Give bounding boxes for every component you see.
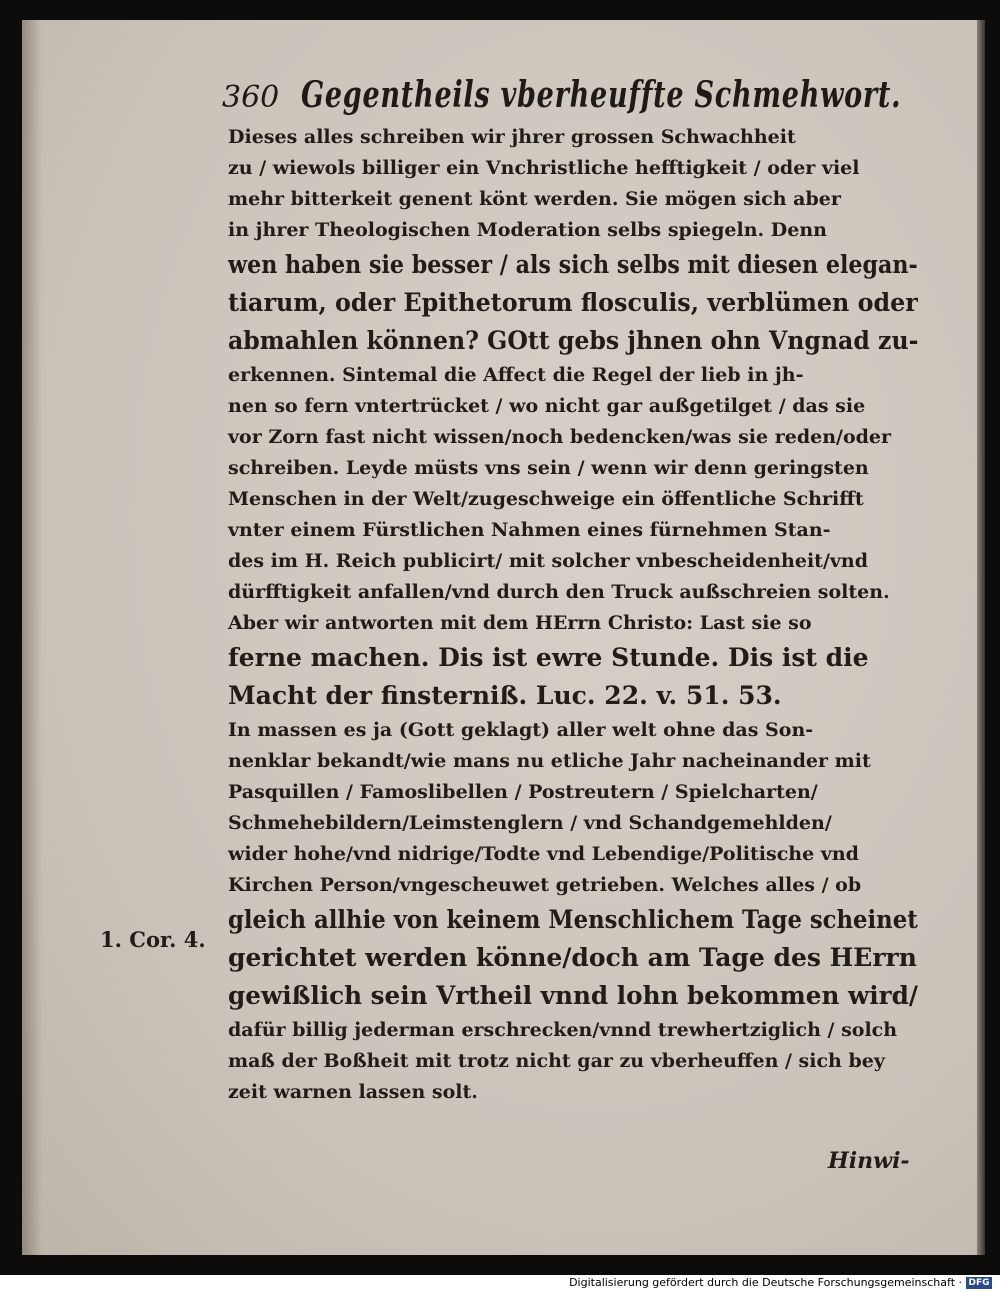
text-line: dafür billig jederman erschrecken/vnnd trewhertziglich / solch [228,1019,898,1041]
text-line: abmahlen können? GOtt gebs jhnen ohn Vngnad zu- [228,326,919,355]
text-line: des im H. Reich publicirt/ mit solcher vnbescheidenheit/vnd [228,550,869,572]
text-line: Macht der finsterniß. Luc. 22. v. 51. 53. [228,681,782,710]
text-line: Menschen in der Welt/zugeschweige ein öffentliche Schrifft [228,488,864,510]
spine-shadow [22,20,42,1255]
text-line: nenklar bekandt/wie mans nu etliche Jahr nacheinander mit [228,750,871,772]
dfg-logo: DFG [966,1277,992,1289]
running-title: Gegentheils vberheuffte Schmehwort. [301,74,902,116]
body-text [228,122,918,1108]
text-line: gleich allhie von keinem Menschlichem Tage scheinet [228,905,918,934]
text-line: wen haben sie besser / als sich selbs mit diesen elegan- [228,250,918,279]
text-line: In massen es ja (Gott geklagt) aller welt ohne das Son- [228,719,814,741]
text-line: in jhrer Theologischen Moderation selbs spiegeln. Denn [228,219,827,241]
text-line: gewißlich sein Vrtheil vnnd lohn bekommen wird/ [228,981,918,1010]
text-line: maß der Boßheit mit trotz nicht gar zu vberheuffen / sich bey [228,1050,885,1072]
text-line: zeit warnen lassen solt. [228,1081,478,1103]
text-line: tiarum, oder Epithetorum flosculis, verblümen oder [228,288,918,317]
page-edge [977,20,985,1255]
text-line: mehr bitterkeit genent könt werden. Sie mögen sich aber [228,188,841,210]
text-line: nen so fern vntertrücket / wo nicht gar außgetilget / das sie [228,395,866,417]
text-line: ferne machen. Dis ist ewre Stunde. Dis ist die [228,643,869,672]
text-line: vnter einem Fürstlichen Nahmen eines fürnehmen Stan- [228,519,831,541]
text-line: Aber wir antworten mit dem HErrn Christo: Last sie so [228,612,812,634]
margin-note: 1. Cor. 4. [100,927,206,952]
text-line: Schmehebildern/Leimstenglern / vnd Schandgemehlden/ [228,812,832,834]
text-line: Pasquillen / Famoslibellen / Postreutern / Spielcharten/ [228,781,818,803]
catchword: Hinwi- [828,1148,910,1174]
text-line: gerichtet werden könne/doch am Tage des HErrn [228,943,917,972]
text-line: schreiben. Leyde müsts vns sein / wenn wir denn geringsten [228,457,869,479]
text-line: zu / wiewols billiger ein Vnchristliche hefftigkeit / oder viel [228,157,860,179]
text-line: erkennen. Sintemal die Affect die Regel der lieb in jh- [228,364,804,386]
page-number: 360 [222,80,280,115]
text-line: wider hohe/vnd nidrige/Todte vnd Lebendige/Politische vnd [228,843,859,865]
text-line: dürfftigkeit anfallen/vnd durch den Truck außschreien solten. [228,581,890,603]
text-line: vor Zorn fast nicht wissen/noch bedencken/was sie reden/oder [228,426,892,448]
page-header [222,74,912,118]
text-line: Dieses alles schreiben wir jhrer grossen Schwachheit [228,126,796,148]
digitization-credit: Digitalisierung gefördert durch die Deutsche Forschungsgemeinschaft · [569,1276,962,1289]
text-line: Kirchen Person/vngescheuwet getrieben. Welches alles / ob [228,874,862,896]
